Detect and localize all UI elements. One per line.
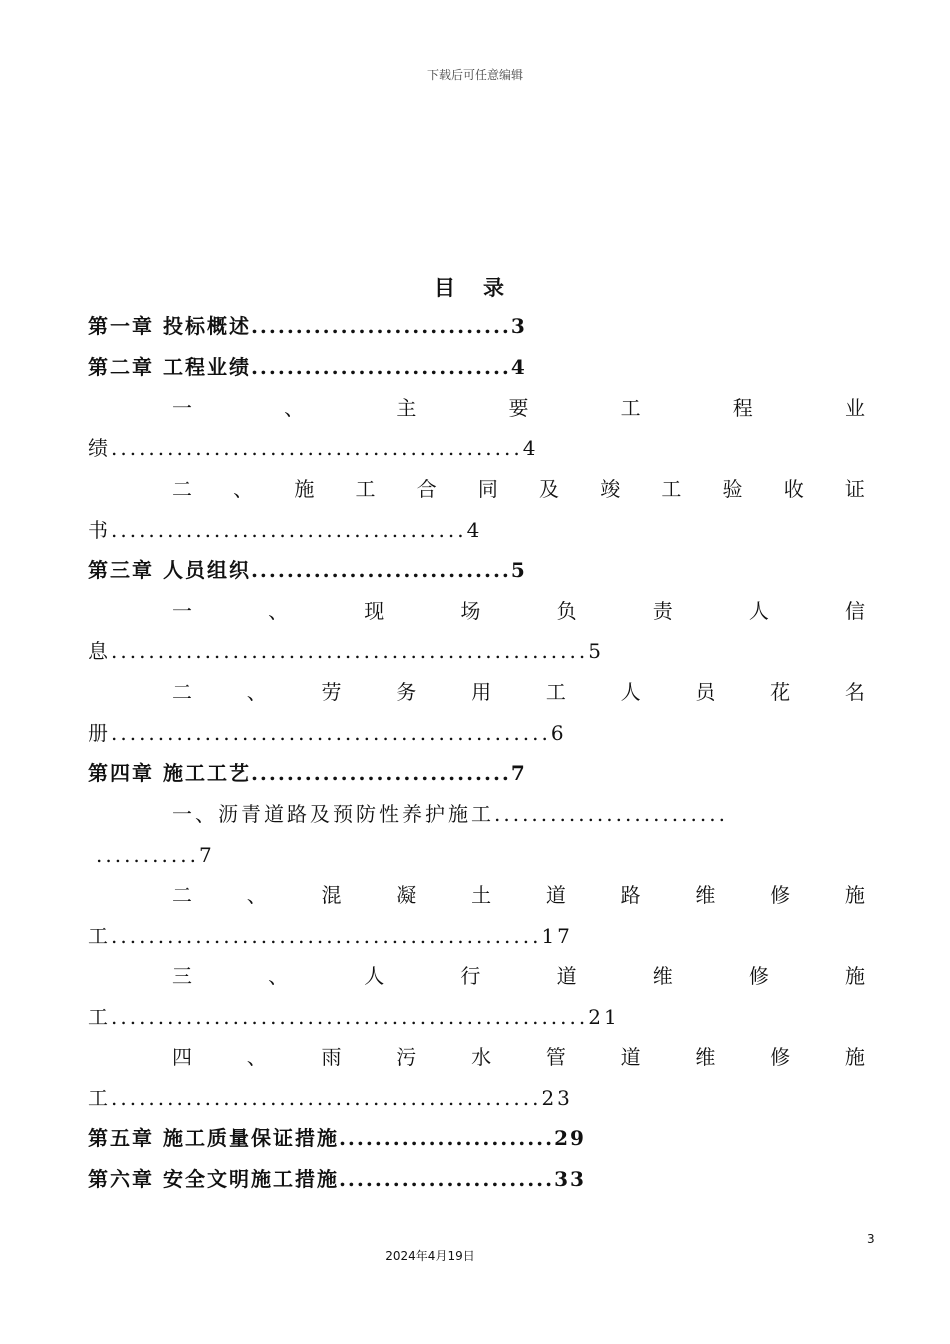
- toc-entry-4-4-line2[interactable]: 工..............................................23: [88, 1086, 573, 1110]
- toc-title: 目录: [434, 275, 532, 300]
- toc-entry-2-1-line1[interactable]: 一 、 主 要 工 程 业: [172, 396, 865, 420]
- toc-entry-chapter-4[interactable]: 第四章 施工工艺.............................7: [88, 761, 527, 785]
- page-number: 3: [867, 1232, 875, 1246]
- toc-entry-4-2-line1[interactable]: 二 、 混 凝 土 道 路 维 修 施: [172, 883, 865, 907]
- toc-entry-2-2-line2[interactable]: 书......................................4: [88, 518, 483, 542]
- toc-entry-4-4-line1[interactable]: 四 、 雨 污 水 管 道 维 修 施: [172, 1045, 865, 1069]
- toc-entry-chapter-3[interactable]: 第三章 人员组织.............................5: [88, 558, 527, 582]
- toc-entry-chapter-6[interactable]: 第六章 安全文明施工措施........................33: [88, 1167, 586, 1191]
- toc-entry-4-2-line2[interactable]: 工..............................................17: [88, 924, 573, 948]
- toc-entry-4-1-line2[interactable]: ...........7: [96, 843, 215, 867]
- toc-entry-chapter-2[interactable]: 第二章 工程业绩.............................4: [88, 355, 527, 379]
- toc-entry-2-2-line1[interactable]: 二 、 施 工 合 同 及 竣 工 验 收 证: [172, 477, 865, 501]
- toc-entry-4-3-line2[interactable]: 工...................................................21: [88, 1005, 620, 1029]
- toc-entry-chapter-5[interactable]: 第五章 施工质量保证措施........................29: [88, 1126, 586, 1150]
- toc-entry-2-1-line2[interactable]: 绩............................................4: [88, 436, 539, 460]
- page-header: 下载后可任意编辑: [426, 68, 523, 82]
- toc-entry-3-1-line1[interactable]: 一 、 现 场 负 责 人 信: [172, 599, 865, 623]
- toc-entry-3-2-line1[interactable]: 二 、 劳 务 用 工 人 员 花 名: [172, 680, 865, 704]
- toc-entry-chapter-1[interactable]: 第一章 投标概述.............................3: [88, 314, 527, 338]
- toc-entry-3-1-line2[interactable]: 息...................................................5: [88, 639, 604, 663]
- toc-entry-3-2-line2[interactable]: 册...............................................6: [88, 721, 567, 745]
- footer-date: 2024年4月19日: [385, 1249, 475, 1263]
- toc-entry-4-1-line1[interactable]: 一、沥青道路及预防性养护施工.........................: [172, 802, 728, 826]
- toc-entry-4-3-line1[interactable]: 三 、 人 行 道 维 修 施: [172, 964, 865, 988]
